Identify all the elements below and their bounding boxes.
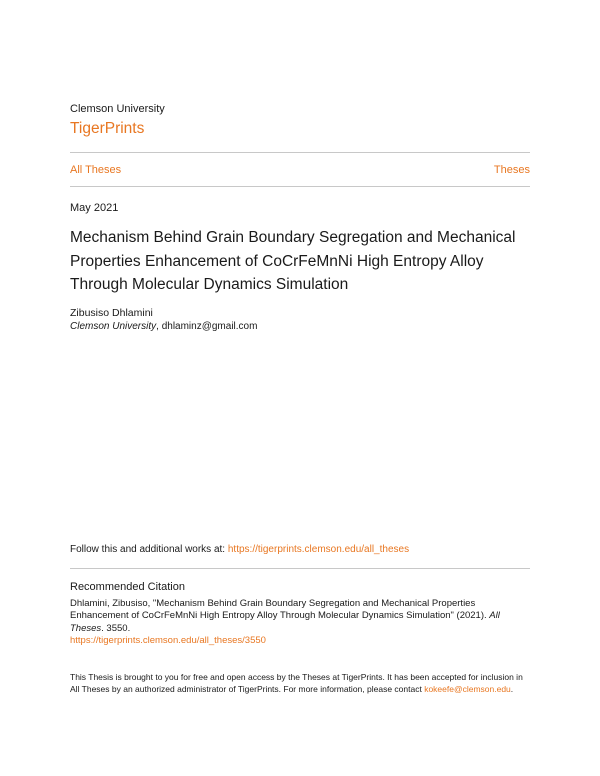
author-name: Zibusiso Dhlamini	[70, 307, 153, 319]
theses-link[interactable]: Theses	[493, 164, 530, 176]
author-affiliation	[70, 321, 257, 332]
citation-text	[70, 598, 532, 647]
citation-main: Dhlamini, Zibusiso, "Mechanism Behind Grain Boundary Segregation and Mechanical Properties Enhancement of CoCrFeMnNi High Entropy Alloy Through Molecular Dynamics Simulation" (2021).	[70, 598, 490, 622]
repository-name[interactable]: TigerPrints	[70, 120, 145, 137]
statement-end: .	[510, 684, 514, 695]
citation-number: . 3550.	[101, 622, 131, 634]
divider-nav	[70, 186, 530, 187]
follow-url-link[interactable]: https://tigerprints.clemson.edu/all_theses	[227, 544, 410, 555]
contact-email-link[interactable]: kokeefe@clemson.edu	[424, 684, 511, 695]
publication-date: May 2021	[70, 202, 119, 214]
divider-citation	[70, 568, 530, 569]
all-theses-link[interactable]: All Theses	[70, 164, 122, 176]
follow-line	[70, 544, 409, 555]
institution-name: Clemson University	[70, 103, 165, 115]
divider-top	[70, 152, 530, 153]
recommended-citation-heading: Recommended Citation	[70, 581, 185, 593]
citation-url-link[interactable]: https://tigerprints.clemson.edu/all_theses/3550	[70, 634, 266, 646]
document-title: Mechanism Behind Grain Boundary Segregation and Mechanical Properties Enhancement of CoCrFeMnNi High Entropy Alloy Through Molecular Dynamics Simulation	[70, 229, 516, 293]
citation-series: All Theses	[70, 610, 500, 634]
affiliation-name: Clemson University	[70, 321, 157, 332]
follow-text: Follow this and additional works at:	[70, 544, 228, 555]
statement-text: This Thesis is brought to you for free and open access by the Theses at TigerPrints. It has been accepted for inclusion in All Theses by an authorized administrator of TigerPrints. For more information, please contact	[70, 672, 523, 695]
access-statement	[70, 671, 532, 696]
affiliation-email: , dhlaminz@gmail.com	[156, 321, 258, 332]
